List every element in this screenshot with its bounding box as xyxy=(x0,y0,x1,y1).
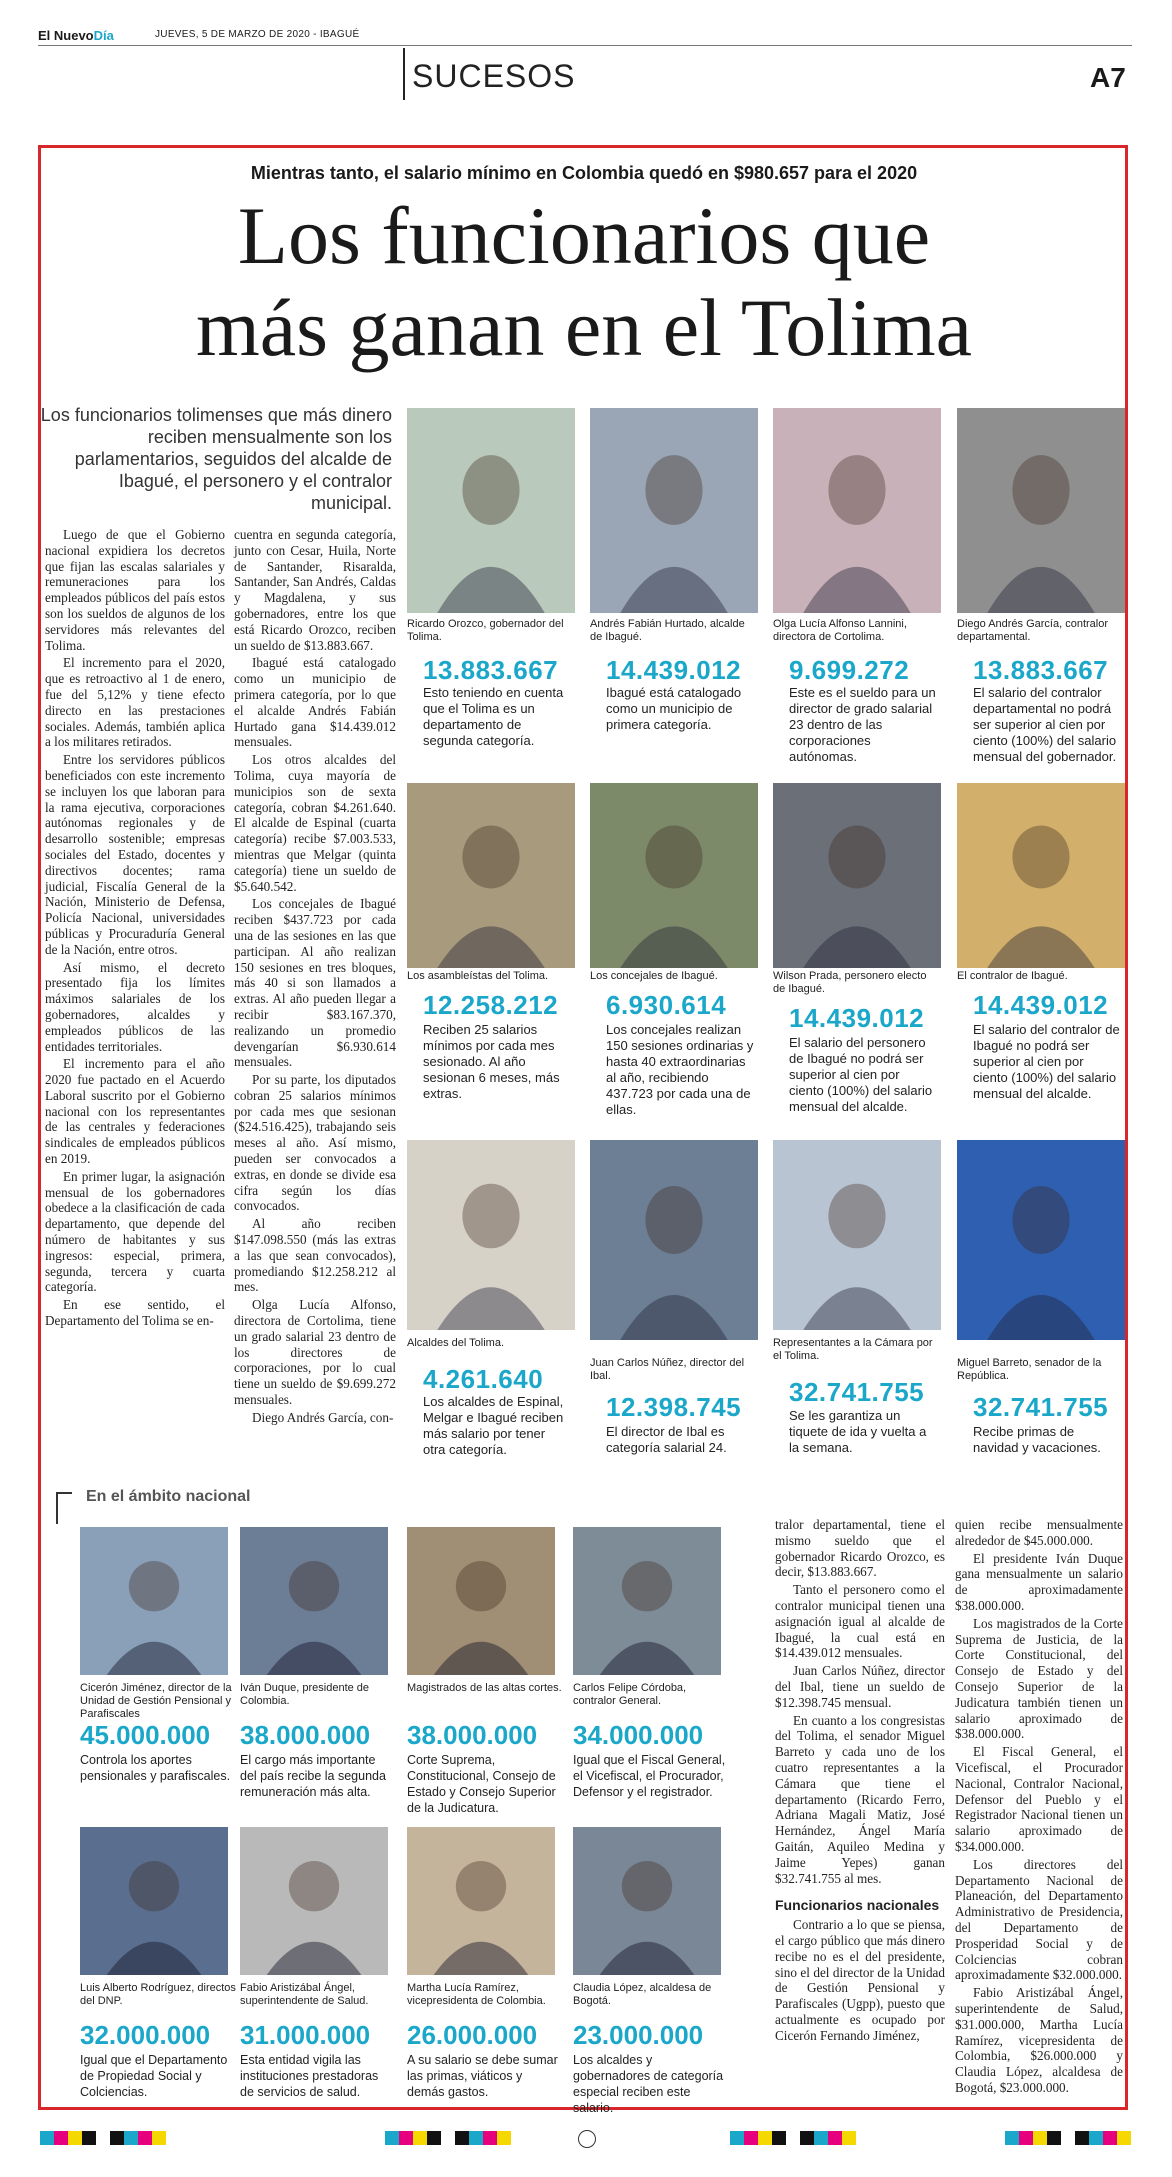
card-caption: Los asambleístas del Tolima. xyxy=(407,970,549,982)
paragraph: Entre los servidores públicos beneficiados con este incremento se incluyen los que laboran para la rama ejecutiva, corporaciones autónomas regionales y de desarrollo sostenible; empresas sociales del Estado, docentes y directivos docentes; rama judicial, Fiscalía General de la Nación, Ministerio de Defensa, Policía Nacional, universidades públicas y Procuraduría General de la Nación, entre otros. xyxy=(45,752,225,957)
national-section-label: En el ámbito nacional xyxy=(86,1488,251,1505)
paragraph: Diego Andrés García, con- xyxy=(252,1409,394,1425)
card-caption: Juan Carlos Núñez, director del Ibal. xyxy=(590,1357,745,1382)
paragraph: El Fiscal General, el Vicefiscal, el Procurador Nacional, Contralor Nacional, Defensor del Pueblo y el Registrador Nacional tienen un salario aproximado de $34.000.000. xyxy=(955,1744,1123,1854)
official-photo xyxy=(773,408,941,613)
paragraph: Por su parte, los diputados cobran 25 salarios mínimos por cada mes que sesionan ($24.516.425), trabajando seis meses al año. Así mismo, pueden ser convocados a extras, en donde se divide esa cifra según los días convocados. xyxy=(234,1072,396,1214)
brand-name-accent: Día xyxy=(93,28,114,43)
salary-amount: 9.699.272 xyxy=(789,655,910,685)
official-photo xyxy=(240,1527,388,1675)
newspaper-brand xyxy=(38,28,114,43)
official-photo xyxy=(573,1827,721,1975)
official-photo xyxy=(407,783,575,968)
salary-amount: 14.439.012 xyxy=(973,990,1109,1020)
color-swatch xyxy=(110,2131,124,2145)
color-swatch xyxy=(82,2131,96,2145)
color-swatch xyxy=(744,2131,758,2145)
headline-line-1: Los funcionarios que xyxy=(237,190,931,281)
color-swatch xyxy=(1103,2131,1117,2145)
card-caption: Carlos Felipe Córdoba, contralor General. xyxy=(573,1682,687,1707)
paragraph: Así mismo, el decreto presentado fija los límites máximos salariales de los gobernadores, alcaldes y empleados públicos de las entidades territoriales. xyxy=(45,959,225,1054)
color-swatch xyxy=(469,2131,483,2145)
paragraph: cuentra en segunda categoría, junto con Cesar, Huila, Norte de Santander, Risaralda, Santander, San Andrés, Caldas y Magdalena, y sus gobernadores, entre los que está Ricardo Orozco, reciben un sueldo de $13.883.667. xyxy=(234,527,396,653)
paragraph: En ese sentido, el Departamento del Tolima se en- xyxy=(45,1297,225,1329)
person-icon xyxy=(407,783,575,968)
official-photo xyxy=(590,783,758,968)
headline-line-2: más ganan en el Tolima xyxy=(195,282,973,373)
paragraph: Luego de que el Gobierno nacional expidiera los decretos que fijan las escalas salariales y remuneraciones para los empleados públicos del país estos son los sueldos de algunos de los servidores más relevantes del Tolima. xyxy=(45,527,225,653)
paragraph: tralor departamental, tiene el mismo sueldo que el gobernador Ricardo Orozco, es decir, $13.883.667. xyxy=(775,1517,945,1580)
paragraph: quien recibe mensualmente alrededor de $45.000.000. xyxy=(955,1517,1123,1548)
official-photo xyxy=(590,1140,758,1340)
card-caption: Los concejales de Ibagué. xyxy=(590,970,718,982)
color-swatch xyxy=(1089,2131,1103,2145)
salary-amount: 4.261.640 xyxy=(423,1364,544,1394)
paragraph: Juan Carlos Núñez, director del Ibal, tiene un sueldo de $12.398.745 mensual. xyxy=(775,1663,945,1710)
color-swatch xyxy=(68,2131,82,2145)
card-description: Reciben 25 salarios mínimos por cada mes sesionado. Al año sesionan 6 meses, más extras. xyxy=(423,1022,560,1101)
color-swatch xyxy=(152,2131,166,2145)
person-icon xyxy=(407,1140,575,1330)
card-caption: Wilson Prada, personero electo de Ibagué. xyxy=(773,970,927,995)
paragraph: Fabio Aristizábal Ángel, superintendente de Salud, $31.000.000, Martha Lucía Ramírez, vicepresidenta de Colombia, $26.000.000 y Claudia López, alcaldesa de Bogotá, $23.000.000. xyxy=(955,1985,1123,2095)
body-column-1 xyxy=(45,527,225,1331)
header-rule xyxy=(38,45,1132,46)
section-bar xyxy=(403,48,405,100)
card-description: Controla los aportes pensionales y parafiscales. xyxy=(80,1753,231,1783)
official-photo xyxy=(80,1527,228,1675)
color-swatch xyxy=(413,2131,427,2145)
person-icon xyxy=(80,1827,228,1975)
card-description: El salario del contralor departamental no podrá ser superior al cien por ciento (100%) del salario mensual del gobernador. xyxy=(973,685,1117,764)
card-description: El salario del personero de Ibagué no podrá ser superior al cien por ciento (100%) del salario mensual del alcalde. xyxy=(789,1035,933,1114)
card-description: Ibagué está catalogado como un municipio de primera categoría. xyxy=(606,685,742,732)
card-description: El director de Ibal es categoría salarial 24. xyxy=(606,1424,727,1455)
card-description: Los alcaldes de Espinal, Melgar e Ibagué reciben más salario por tener otra categoría. xyxy=(423,1394,564,1457)
color-swatch xyxy=(497,2131,511,2145)
person-icon xyxy=(590,783,758,968)
page-number: A7 xyxy=(1090,62,1126,93)
dateline: JUEVES, 5 DE MARZO DE 2020 - IBAGUÉ xyxy=(155,29,360,40)
person-icon xyxy=(80,1527,228,1675)
card-description: Recibe primas de navidad y vacaciones. xyxy=(973,1424,1101,1455)
person-icon xyxy=(957,408,1125,613)
card-caption: Claudia López, alcaldesa de Bogotá. xyxy=(573,1982,712,2007)
paragraph: Los magistrados de la Corte Suprema de Justicia, de la Corte Constitucional, del Consejo de Estado y del Consejo Superior de la Judicatura también tienen un salario aproximado de $38.000.000. xyxy=(955,1615,1123,1742)
color-swatch xyxy=(455,2131,469,2145)
official-photo xyxy=(590,408,758,613)
card-description: Igual que el Departamento de Propiedad Social y Colciencias. xyxy=(80,2053,228,2099)
color-swatch xyxy=(427,2131,441,2145)
official-photo xyxy=(407,1140,575,1330)
registration-mark-icon xyxy=(578,2130,596,2148)
salary-amount: 12.258.212 xyxy=(423,990,559,1020)
card-description: A su salario se debe sumar las primas, viáticos y demás gastos. xyxy=(407,2053,558,2099)
subhead: Funcionarios nacionales xyxy=(775,1897,940,1914)
salary-amount: 45.000.000 xyxy=(80,1720,211,1750)
card-description: Igual que el Fiscal General, el Vicefiscal, el Procurador, Defensor y el registrador. xyxy=(573,1753,726,1799)
color-swatch xyxy=(1061,2131,1075,2145)
salary-amount: 13.883.667 xyxy=(423,655,559,685)
salary-amount: 38.000.000 xyxy=(407,1720,538,1750)
card-description: Se les garantiza un tiquete de ida y vuelta a la semana. xyxy=(789,1408,927,1455)
color-swatch xyxy=(800,2131,814,2145)
salary-amount: 38.000.000 xyxy=(240,1720,371,1750)
color-swatch xyxy=(772,2131,786,2145)
official-photo xyxy=(407,408,575,613)
card-caption: Diego Andrés García, contralor departamental. xyxy=(957,618,1109,643)
card-caption: Luis Alberto Rodríguez, directos del DNP. xyxy=(80,1982,236,2007)
color-swatch xyxy=(385,2131,399,2145)
person-icon xyxy=(573,1827,721,1975)
card-caption: Fabio Aristizábal Ángel, superintendente de Salud. xyxy=(240,1982,369,2007)
card-caption: Cicerón Jiménez, director de la Unidad de Gestión Pensional y Parafiscales xyxy=(80,1682,232,1720)
paragraph: El incremento para el año 2020 fue pactado en el Acuerdo Laboral suscrito por el Gobierno nacional con los representantes de las centrales y federaciones sindicales de empleados públicos en 2019. xyxy=(45,1056,225,1167)
official-photo xyxy=(240,1827,388,1975)
paragraph: Olga Lucía Alfonso, directora de Cortolima, tiene un grado salarial 23 dentro de los directores de corporaciones, por lo cual tiene un sueldo de $9.699.272 mensuales. xyxy=(234,1297,396,1408)
salary-amount: 23.000.000 xyxy=(573,2020,704,2050)
paragraph: Tanto el personero como el contralor municipal tienen una asignación igual al alcalde de Ibagué, la cual está en $14.439.012 mensuales. xyxy=(775,1582,945,1661)
card-caption: Magistrados de las altas cortes. xyxy=(407,1682,562,1694)
color-swatch xyxy=(1047,2131,1061,2145)
article-headline xyxy=(40,190,1128,374)
color-swatch xyxy=(40,2131,54,2145)
paragraph: Al año reciben $147.098.550 (más las extras a las que sean convocados), promediando $12.258.212 al mes. xyxy=(234,1216,396,1295)
color-swatch xyxy=(1019,2131,1033,2145)
paragraph: Ibagué está catalogado como un municipio de primera categoría, por lo que el alcalde Andrés Fabián Hurtado gana $14.439.012 mensuales. xyxy=(234,655,396,750)
color-swatch xyxy=(441,2131,455,2145)
official-photo xyxy=(957,408,1125,613)
card-description: Esta entidad vigila las instituciones prestadoras de servicios de salud. xyxy=(240,2053,379,2099)
section-title: SUCESOS xyxy=(412,58,576,94)
paragraph: Los directores del Departamento Nacional de Planeación, del Departamento Administrativo de Presidencia, del Departamento de Prosperidad Social y de Colciencias cobran aproximadamente $32.000.000. xyxy=(955,1856,1123,1983)
salary-amount: 6.930.614 xyxy=(606,990,727,1020)
person-icon xyxy=(957,783,1125,968)
paragraph: Los concejales de Ibagué reciben $437.723 por cada una de las sesiones en las que participan. Al año realizan 150 sesiones en tres bloques, más 40 si son llamados a extras. Al año pueden llegar a recibir $83.167.370, realizando un promedio devengarían $6.930.614 mensuales. xyxy=(234,896,396,1070)
person-icon xyxy=(407,1827,555,1975)
card-description: Los alcaldes y gobernadores de categoría especial reciben este salario. xyxy=(573,2053,724,2115)
salary-amount: 13.883.667 xyxy=(973,655,1109,685)
body-column-4 xyxy=(955,1517,1123,2098)
card-caption: Andrés Fabián Hurtado, alcalde de Ibagué. xyxy=(590,618,745,643)
official-photo xyxy=(407,1527,555,1675)
official-photo xyxy=(573,1527,721,1675)
paragraph: El incremento para el 2020, que es retroactivo al 1 de enero, fue del 5,12% y tiene efecto directo en las prestaciones sociales. Además, también aplica a los militares retirados. xyxy=(45,655,225,750)
salary-amount: 32.000.000 xyxy=(80,2020,211,2050)
card-description: El cargo más importante del país recibe la segunda remuneración más alta. xyxy=(240,1753,386,1799)
official-photo xyxy=(773,1140,941,1330)
color-swatch xyxy=(124,2131,138,2145)
paragraph: El presidente Iván Duque gana mensualmente un salario de aproximadamente $38.000.000. xyxy=(955,1550,1123,1613)
card-caption: Olga Lucía Alfonso Lannini, directora de Cortolima. xyxy=(773,618,907,643)
color-swatch xyxy=(1117,2131,1131,2145)
card-caption: El contralor de Ibagué. xyxy=(957,970,1068,982)
body-column-2 xyxy=(234,527,396,1428)
body-column-3 xyxy=(775,1517,945,2046)
card-caption: Miguel Barreto, senador de la República. xyxy=(957,1357,1102,1382)
card-caption: Iván Duque, presidente de Colombia. xyxy=(240,1682,370,1707)
paragraph: En cuanto a los congresistas del Tolima, el senador Miguel Barreto y cada uno de los cuatro representantes a la Cámara que tiene el departamento (Ricardo Ferro, Adriana Magali Matiz, José Hernández, Ángel María Gaitán, Aquileo Medina y Jaime Yepes) ganan $32.741.755 al mes. xyxy=(775,1712,945,1886)
color-swatch xyxy=(399,2131,413,2145)
salary-amount: 32.741.755 xyxy=(973,1392,1109,1422)
card-description: Corte Suprema, Constitucional, Consejo de Estado y Consejo Superior de la Judicatura. xyxy=(407,1753,556,1815)
color-swatch xyxy=(1005,2131,1019,2145)
person-icon xyxy=(590,408,758,613)
color-swatch xyxy=(842,2131,856,2145)
card-description: El salario del contralor de Ibagué no podrá ser superior al cien por ciento (100%) del salario mensual del alcalde. xyxy=(973,1022,1120,1101)
color-swatch xyxy=(730,2131,744,2145)
card-description: Esto teniendo en cuenta que el Tolima es un departamento de segunda categoría. xyxy=(423,685,564,748)
color-swatch xyxy=(96,2131,110,2145)
person-icon xyxy=(773,1140,941,1330)
salary-amount: 26.000.000 xyxy=(407,2020,538,2050)
official-photo xyxy=(957,1140,1125,1340)
section-bracket xyxy=(56,1492,72,1524)
color-swatch xyxy=(1033,2131,1047,2145)
person-icon xyxy=(407,1527,555,1675)
official-photo xyxy=(80,1827,228,1975)
color-swatch xyxy=(758,2131,772,2145)
brand-name: El Nuevo xyxy=(38,28,94,43)
color-swatch xyxy=(786,2131,800,2145)
person-icon xyxy=(240,1527,388,1675)
card-description: Este es el sueldo para un director de grado salarial 23 dentro de las corporaciones autónomas. xyxy=(789,685,936,764)
card-caption: Ricardo Orozco, gobernador del Tolima. xyxy=(407,618,564,643)
official-photo xyxy=(957,783,1125,968)
color-swatch xyxy=(1075,2131,1089,2145)
paragraph: Los otros alcaldes del Tolima, cuya mayoría de municipios son de sexta categoría, cobran $4.261.640. El alcalde de Espinal (cuarta categoría) recibe $7.003.533, mientras que Melgar (quinta categoría) tiene un sueldo de $5.640.542. xyxy=(234,752,396,894)
person-icon xyxy=(773,408,941,613)
card-caption: Representantes a la Cámara por el Tolima. xyxy=(773,1337,933,1362)
person-icon xyxy=(573,1527,721,1675)
salary-amount: 34.000.000 xyxy=(573,1720,704,1750)
salary-amount: 14.439.012 xyxy=(606,655,742,685)
color-swatch xyxy=(54,2131,68,2145)
salary-amount: 12.398.745 xyxy=(606,1392,742,1422)
salary-amount: 32.741.755 xyxy=(789,1377,925,1407)
article-kicker: Mientras tanto, el salario mínimo en Colombia quedó en $980.657 para el 2020 xyxy=(250,163,918,183)
official-photo xyxy=(773,783,941,968)
salary-amount: 31.000.000 xyxy=(240,2020,371,2050)
person-icon xyxy=(957,1140,1125,1340)
person-icon xyxy=(773,783,941,968)
card-caption: Alcaldes del Tolima. xyxy=(407,1337,505,1349)
color-swatch xyxy=(138,2131,152,2145)
paragraph: En primer lugar, la asignación mensual de los gobernadores obedece a la clasificación de cada departamento, que depende del número de habitantes y sus ingresos: especial, primera, segunda, tercera y cuarta categoría. xyxy=(45,1168,225,1295)
color-swatch xyxy=(483,2131,497,2145)
article-lede: Los funcionarios tolimenses que más dinero reciben mensualmente son los parlamentarios, seguidos del alcalde de Ibagué, el personero y el contralor municipal. xyxy=(40,405,392,513)
card-description: Los concejales realizan 150 sesiones ordinarias y hasta 40 extraordinarias al año, recibiendo 437.723 por cada una de ellas. xyxy=(606,1022,754,1117)
person-icon xyxy=(240,1827,388,1975)
card-caption: Martha Lucía Ramírez, vicepresidenta de Colombia. xyxy=(407,1982,546,2007)
person-icon xyxy=(590,1140,758,1340)
color-swatch xyxy=(814,2131,828,2145)
person-icon xyxy=(407,408,575,613)
salary-amount: 14.439.012 xyxy=(789,1003,925,1033)
paragraph: Contrario a lo que se piensa, el cargo público que más dinero recibe no es el del presidente, sino el del director de la Unidad de Gestión Pensional y Parafiscales (Ugpp), puesto que actualmente es ocupado por Cicerón Fernando Jiménez, xyxy=(775,1917,945,2043)
official-photo xyxy=(407,1827,555,1975)
color-swatch xyxy=(828,2131,842,2145)
